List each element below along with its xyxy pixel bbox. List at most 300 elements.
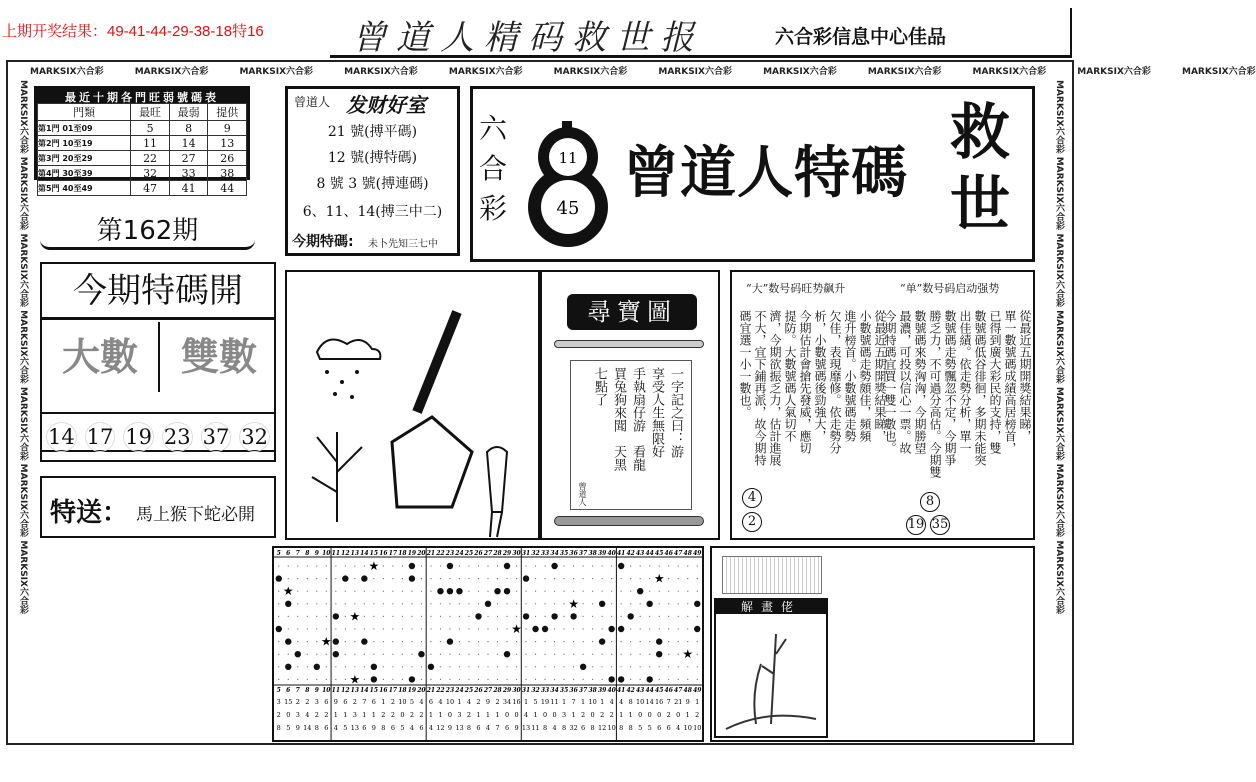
- ball-marker: [523, 575, 529, 581]
- grid-dot: [621, 666, 622, 667]
- grid-dot: [316, 628, 317, 629]
- grid-dot: [383, 628, 384, 629]
- stat-value: 9: [685, 698, 690, 706]
- number-ball: 14: [47, 425, 75, 449]
- stat-value: 1: [438, 711, 443, 719]
- grid-dot: [335, 603, 336, 604]
- ball-marker: [656, 638, 662, 644]
- stat-value: 0: [286, 711, 291, 719]
- stat-value: 2: [466, 711, 472, 719]
- stat-value: 8: [628, 698, 633, 706]
- stat-value: 0: [447, 711, 453, 719]
- stat-value: 10: [693, 724, 702, 732]
- grid-dot: [525, 666, 526, 667]
- grid-dot: [544, 654, 545, 655]
- grid-dot: [611, 578, 612, 579]
- big-number: 大數: [42, 322, 160, 392]
- grid-dot: [621, 654, 622, 655]
- grid-dot: [659, 565, 660, 566]
- analysis-column: 碼宜選一小一數也。: [738, 310, 752, 418]
- stat-value: 1: [619, 711, 624, 719]
- grid-dot: [678, 603, 679, 604]
- door-label: 第2門 10至19: [38, 136, 131, 151]
- stat-value: 19: [540, 698, 550, 706]
- grid-dot: [307, 679, 308, 680]
- grid-dot: [554, 578, 555, 579]
- grid-dot: [563, 628, 564, 629]
- stat-value: 7: [666, 698, 671, 706]
- grid-dot: [497, 628, 498, 629]
- ball-marker: [447, 638, 453, 644]
- column-number: 5: [276, 687, 281, 694]
- banner-side-text: 六合彩: [479, 112, 508, 225]
- grid-dot: [421, 565, 422, 566]
- analysis-column: 小數號碼走勢頗佳，頻頻: [858, 310, 872, 442]
- grid-dot: [402, 628, 403, 629]
- stat-value: 1: [533, 711, 538, 719]
- stat-value: 1: [457, 698, 462, 706]
- stat-value: 3: [314, 698, 319, 706]
- table-row: [38, 166, 247, 181]
- column-number: 25: [464, 687, 474, 694]
- col-header: 最旺: [131, 104, 170, 121]
- column-number: 47: [674, 550, 683, 557]
- grid-dot: [430, 641, 431, 642]
- grid-dot: [335, 628, 336, 629]
- analysis-column: 從最近五期開獎結果睇，: [1018, 310, 1032, 442]
- stat-value: 1: [485, 711, 491, 719]
- grid-dot: [278, 603, 279, 604]
- grid-dot: [592, 666, 593, 667]
- grid-dot: [326, 578, 327, 579]
- grid-dot: [430, 578, 431, 579]
- column-number: 17: [388, 550, 398, 557]
- grid-dot: [297, 641, 298, 642]
- grid-dot: [668, 603, 669, 604]
- grid-dot: [297, 578, 298, 579]
- grid-dot: [602, 578, 603, 579]
- grid-dot: [468, 591, 469, 592]
- grid-dot: [316, 591, 317, 592]
- grid-dot: [354, 628, 355, 629]
- stat-value: 0: [638, 711, 643, 719]
- ball-top: 11: [558, 149, 578, 167]
- grid-dot: [411, 654, 412, 655]
- ball-marker: [276, 575, 282, 581]
- grid-dot: [430, 616, 431, 617]
- stat-value: 1: [523, 698, 529, 706]
- grid-dot: [602, 666, 603, 667]
- stat-value: 16: [512, 698, 521, 706]
- grid-dot: [440, 641, 441, 642]
- grid-dot: [383, 679, 384, 680]
- stat-value: 13: [521, 724, 531, 732]
- column-number: 13: [350, 687, 360, 694]
- stat-value: 12: [597, 724, 607, 732]
- column-number: 10: [322, 550, 331, 557]
- stat-value: 0: [514, 711, 519, 719]
- grid-dot: [516, 603, 517, 604]
- grid-dot: [354, 578, 355, 579]
- grid-dot: [421, 616, 422, 617]
- grid-dot: [297, 603, 298, 604]
- grid-dot: [288, 654, 289, 655]
- grid-dot: [487, 679, 488, 680]
- cell: 38: [208, 166, 247, 181]
- stat-value: 5: [409, 698, 414, 706]
- grid-dot: [354, 666, 355, 667]
- column-number: 15: [369, 687, 379, 694]
- stat-value: 9: [371, 724, 376, 732]
- gift-label: 特送：: [50, 498, 129, 528]
- column-number: 19: [407, 687, 417, 694]
- tip-author: 曾道人: [294, 95, 331, 109]
- grid-dot: [449, 654, 450, 655]
- grid-dot: [554, 679, 555, 680]
- stat-value: 10: [607, 724, 616, 732]
- grid-dot: [668, 679, 669, 680]
- grid-dot: [364, 616, 365, 617]
- grid-dot: [563, 679, 564, 680]
- cell: 47: [131, 181, 170, 196]
- ball-marker: [570, 613, 576, 619]
- issue-number: 第162期: [40, 210, 255, 250]
- column-number: 49: [693, 550, 702, 557]
- stat-value: 15: [284, 698, 293, 706]
- grid-dot: [573, 591, 574, 592]
- grid-dot: [278, 641, 279, 642]
- grid-dot: [373, 616, 374, 617]
- column-number: 6: [286, 550, 291, 557]
- grid-dot: [640, 654, 641, 655]
- grid-dot: [678, 591, 679, 592]
- stat-value: 4: [409, 724, 414, 732]
- stat-value: 10: [398, 698, 407, 706]
- grid-dot: [573, 578, 574, 579]
- column-number: 23: [445, 687, 455, 694]
- column-number: 43: [635, 550, 645, 557]
- stat-value: 8: [590, 724, 595, 732]
- number-ball: 17: [86, 425, 114, 449]
- grid-dot: [535, 603, 536, 604]
- stat-value: 4: [428, 724, 434, 732]
- ball-marker: [285, 601, 291, 607]
- table-row: [38, 121, 247, 136]
- grid-dot: [621, 591, 622, 592]
- grid-dot: [373, 603, 374, 604]
- marksix-strip-top: MARKSIX六合彩 MARKSIX六合彩 MARKSIX六合彩 MARKSIX六合彩 MARKSIX六合彩 MARKSIX六合彩 MARKSIX六合彩 MARKSIX六合彩 MARKSIX六合彩 MARKSIX六合彩 MARKSIX六合彩 MARKSIX六合彩: [30, 67, 1256, 77]
- grid-dot: [345, 679, 346, 680]
- number-trend-grid: [272, 546, 704, 742]
- banner: [470, 86, 1035, 262]
- grid-dot: [649, 641, 650, 642]
- grid-dot: [573, 679, 574, 680]
- stat-value: 0: [400, 711, 405, 719]
- stat-value: 4: [305, 711, 310, 719]
- grid-dot: [592, 616, 593, 617]
- grid-dot: [354, 565, 355, 566]
- column-number: 25: [464, 550, 474, 557]
- column-number: 6: [286, 687, 291, 694]
- grid-dot: [602, 565, 603, 566]
- grid-dot: [497, 578, 498, 579]
- star-marker: ★: [368, 559, 380, 573]
- grid-dot: [592, 654, 593, 655]
- grid-dot: [687, 641, 688, 642]
- grid-dot: [402, 578, 403, 579]
- grid-dot: [364, 603, 365, 604]
- grid-dot: [573, 641, 574, 642]
- stat-value: 4: [676, 724, 681, 732]
- grid-dot: [354, 641, 355, 642]
- stat-value: 9: [485, 698, 491, 706]
- grid-dot: [544, 666, 545, 667]
- stat-value: 2: [409, 711, 414, 719]
- stat-value: 1: [343, 711, 348, 719]
- column-number: 18: [398, 687, 407, 694]
- ball-marker: [646, 676, 652, 682]
- grid-dot: [278, 591, 279, 592]
- star-marker: ★: [349, 672, 361, 687]
- ball-marker: [485, 601, 491, 607]
- ball-marker: [637, 588, 643, 594]
- grid-dot: [449, 603, 450, 604]
- cell: 32: [131, 166, 170, 181]
- ball-marker: [361, 575, 367, 581]
- grid-dot: [478, 641, 479, 642]
- cell: 5: [131, 121, 170, 136]
- analysis-column: 提防。大數號碼人氣切不: [783, 310, 797, 442]
- grid-dot: [535, 578, 536, 579]
- stat-value: 0: [676, 711, 681, 719]
- column-number: 42: [626, 550, 635, 557]
- grid-dot: [563, 603, 564, 604]
- tip-line: 6、11、14(搏三中二): [302, 204, 443, 220]
- masthead-title: 曾道人精码救世报: [352, 18, 704, 58]
- stat-value: 9: [295, 724, 300, 732]
- grid-dot: [621, 578, 622, 579]
- grid-dot: [316, 641, 317, 642]
- grid-dot: [421, 591, 422, 592]
- analysis-column: 從最近五期開獎結果睇，: [873, 310, 887, 442]
- grid-dot: [630, 603, 631, 604]
- grid-dot: [592, 578, 593, 579]
- grid-dot: [678, 565, 679, 566]
- grid-dot: [611, 603, 612, 604]
- ball-marker: [428, 664, 434, 670]
- stat-value: 10: [636, 698, 645, 706]
- grid-dot: [459, 616, 460, 617]
- ball-marker: [580, 664, 586, 670]
- grid-dot: [335, 679, 336, 680]
- grid-dot: [345, 591, 346, 592]
- grid-dot: [687, 679, 688, 680]
- stat-value: 3: [276, 698, 281, 706]
- grid-dot: [278, 654, 279, 655]
- grid-dot: [383, 641, 384, 642]
- stat-value: 13: [350, 724, 359, 732]
- grid-dot: [649, 591, 650, 592]
- banner-title: 曾道人特碼: [623, 140, 908, 206]
- grid-dot: [573, 628, 574, 629]
- stat-value: 4: [438, 698, 443, 706]
- column-number: 14: [360, 687, 369, 694]
- grid-dot: [307, 616, 308, 617]
- column-number: 21: [426, 687, 436, 694]
- grid-dot: [383, 616, 384, 617]
- grid-dot: [487, 628, 488, 629]
- grid-dot: [554, 591, 555, 592]
- grid-dot: [668, 578, 669, 579]
- analysis-column: 數號碼走勢飄忽不定，今期爭: [943, 310, 957, 466]
- stat-value: 16: [655, 698, 664, 706]
- grid-dot: [516, 578, 517, 579]
- grid-dot: [544, 591, 545, 592]
- star-marker: ★: [568, 596, 579, 611]
- stat-value: 10: [445, 698, 455, 706]
- stat-value: 2: [295, 698, 300, 706]
- grid-dot: [563, 641, 564, 642]
- grid-dot: [687, 578, 688, 579]
- stat-value: 0: [647, 711, 652, 719]
- grid-dot: [345, 628, 346, 629]
- grid-dot: [487, 591, 488, 592]
- grid-dot: [288, 616, 289, 617]
- stat-value: 2: [390, 698, 395, 706]
- ball-marker: [333, 638, 339, 644]
- grid-dot: [440, 578, 441, 579]
- column-number: 15: [369, 550, 379, 557]
- column-number: 39: [597, 687, 607, 694]
- column-number: 16: [379, 687, 388, 694]
- grid-dot: [478, 654, 479, 655]
- number-ball: 19: [125, 425, 152, 449]
- grid-dot: [535, 565, 536, 566]
- grid-dot: [506, 666, 507, 667]
- grid-dot: [649, 616, 650, 617]
- table-title: 最近十期各門旺弱號碼表: [37, 89, 247, 103]
- grid-dot: [326, 565, 327, 566]
- column-number: 18: [398, 550, 407, 557]
- stat-value: 6: [362, 724, 367, 732]
- stat-value: 7: [495, 724, 500, 732]
- stat-value: 1: [685, 711, 690, 719]
- grid-dot: [411, 628, 412, 629]
- stat-value: 5: [343, 724, 348, 732]
- circle-number: 2: [742, 512, 762, 532]
- grid-dot: [392, 578, 393, 579]
- ball-marker: [523, 613, 529, 619]
- grid-dot: [506, 679, 507, 680]
- column-number: 31: [521, 550, 531, 557]
- column-number: 7: [295, 550, 300, 557]
- grid-dot: [307, 578, 308, 579]
- grid-dot: [535, 654, 536, 655]
- grid-dot: [668, 616, 669, 617]
- stat-value: 1: [562, 698, 567, 706]
- ball-marker: [342, 575, 348, 581]
- grid-dot: [478, 628, 479, 629]
- grid-dot: [392, 654, 393, 655]
- ball-marker: [409, 676, 415, 682]
- grid-dot: [392, 666, 393, 667]
- grid-dot: [621, 641, 622, 642]
- ball-marker: [599, 638, 605, 644]
- grid-dot: [506, 641, 507, 642]
- gift-box: [40, 476, 276, 538]
- grid-dot: [326, 679, 327, 680]
- grid-dot: [468, 565, 469, 566]
- grid-dot: [449, 666, 450, 667]
- grid-dot: [459, 641, 460, 642]
- column-number: 11: [331, 687, 341, 694]
- analysis-column: 勝乏力，不可過分高估。今期雙: [928, 310, 942, 478]
- door-label: 第1門 01至09: [38, 121, 131, 136]
- grid-dot: [440, 679, 441, 680]
- stat-value: 6: [324, 724, 329, 732]
- grid-dot: [421, 641, 422, 642]
- grid-dot: [630, 654, 631, 655]
- grid-dot: [697, 654, 698, 655]
- grid-dot: [668, 666, 669, 667]
- stat-value: 1: [476, 711, 481, 719]
- even-number: 雙數: [180, 334, 257, 379]
- stat-value: 4: [619, 698, 624, 706]
- stat-value: 1: [571, 711, 576, 719]
- grid-dot: [421, 578, 422, 579]
- grid-dot: [535, 616, 536, 617]
- grid-dot: [659, 591, 660, 592]
- grid-dot: [307, 666, 308, 667]
- column-number: 34: [550, 550, 559, 557]
- grid-dot: [497, 641, 498, 642]
- ball-marker: [437, 588, 443, 594]
- grid-dot: [544, 641, 545, 642]
- gift-text: 馬上猴下蛇必開: [136, 505, 255, 525]
- stat-value: 2: [314, 711, 319, 719]
- grid-dot: [611, 616, 612, 617]
- column-number: 29: [502, 687, 512, 694]
- column-number: 30: [512, 550, 521, 557]
- masthead-publisher: 六合彩信息中心佳品: [775, 26, 947, 48]
- grid-dot: [411, 616, 412, 617]
- grid-dot: [659, 628, 660, 629]
- column-number: 20: [417, 687, 426, 694]
- grid-dot: [583, 591, 584, 592]
- grid-dot: [497, 565, 498, 566]
- column-number: 47: [674, 687, 683, 694]
- stat-value: 2: [419, 711, 424, 719]
- stat-value: 8: [381, 724, 386, 732]
- column-number: 16: [379, 550, 388, 557]
- column-number: 35: [559, 550, 569, 557]
- stat-value: 8: [628, 724, 633, 732]
- grid-dot: [411, 603, 412, 604]
- tip-motto: 发财好室: [346, 93, 426, 117]
- analysis-column: 欠佳，表現靡修。依走勢分: [828, 310, 842, 454]
- grid-dot: [583, 578, 584, 579]
- grid-dot: [459, 666, 460, 667]
- col-header: 提供: [208, 104, 247, 121]
- grid-dot: [373, 628, 374, 629]
- grid-dot: [383, 654, 384, 655]
- stat-value: 2: [324, 711, 329, 719]
- grid-dot: [487, 578, 488, 579]
- analysis-head-left: “大”数号码旺势飙升: [746, 282, 846, 295]
- special-text: 未卜先知三七中: [368, 239, 438, 250]
- ball-marker: [295, 651, 301, 657]
- grid-dot: [392, 641, 393, 642]
